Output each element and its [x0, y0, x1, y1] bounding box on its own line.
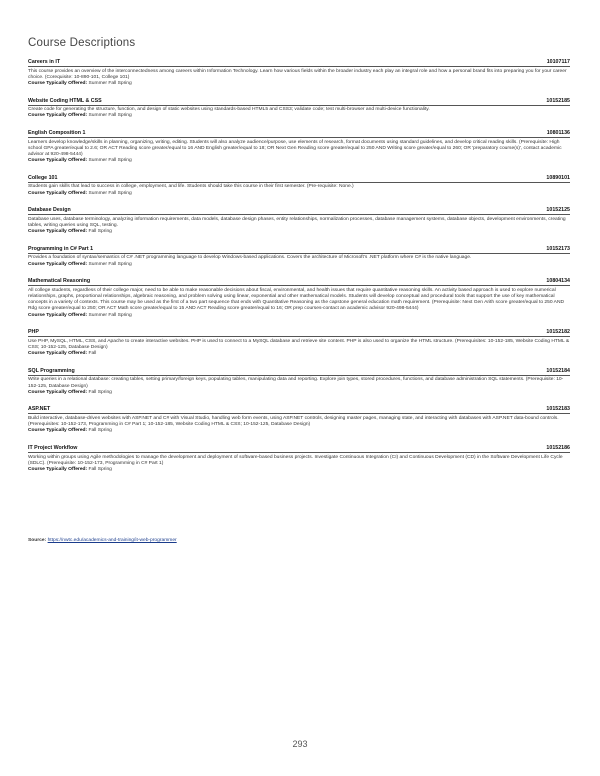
page-title: Course Descriptions [28, 37, 136, 49]
course-header [28, 368, 570, 376]
course-header [28, 278, 570, 286]
course-code: 10152186 [546, 445, 570, 452]
course-code: 10152182 [546, 329, 570, 336]
course-code: 10152125 [546, 207, 570, 214]
offered-terms: Summer Fall Spring [88, 190, 132, 196]
course-code: 10804134 [546, 278, 570, 285]
course-code: 10152185 [546, 97, 570, 104]
course-offered [28, 191, 570, 197]
course-header [28, 207, 570, 215]
course-name: ASP.NET [28, 406, 51, 413]
course-description: All college students, regardless of their college major, need to be able to make reasonable decisions about fiscal, environmental, and health issues that require quantitative reasoning skills. An activity based approach is used to explore numerical relationships, graphs, proportional relationships, algebraic reasoning, and problem solving using linear, exponential and other mathematical models. Students will develop conceptual and procedural tools that support the use of key mathematical concepts in a variety of contexts. This course may be used as the first of a two part sequence that ends with Quantitative Reasoning as the capstone general education math requirement. (Prerequisite: Next Gen Arith score greater/equal to 250 AND Rdg score greater/equal to 250; OR ACT Math score greater/equal to 15 AND ACT Reading score greater/equal to 16; OR prep courses-contact an academic advisor 920-498-5444) [28, 287, 565, 312]
offered-terms: Summer Fall Spring [88, 312, 132, 318]
offered-label: Course Typically Offered: [28, 389, 88, 395]
course-header [28, 130, 570, 138]
offered-label: Course Typically Offered: [28, 428, 88, 434]
offered-label: Course Typically Offered: [28, 80, 88, 86]
course-offered [28, 351, 570, 357]
course-description: Database uses, database terminology, analyzing information requirements, data models, database design phases, entity relationships, normalization processes, database management systems, database objects, development environments, creating tables, writing queries using SQL, testing. [28, 216, 566, 228]
course-code: 10152184 [546, 367, 570, 374]
course-list [28, 59, 570, 484]
course-entry [28, 130, 570, 164]
course-entry [28, 175, 570, 197]
course-name: IT Project Workflow [28, 445, 78, 452]
offered-label: Course Typically Offered: [28, 190, 88, 196]
offered-label: Course Typically Offered: [28, 229, 88, 235]
source-line [28, 538, 177, 543]
offered-label: Course Typically Offered: [28, 158, 88, 164]
course-entry [28, 406, 570, 434]
course-entry [28, 329, 570, 357]
course-description: This course provides an overview of the interconnectedness among careers within Information Technology. Learn how various fields within the broader industry each play an integral role and how a personal brand fits into preparing you for your career choice. (Corequisite: 10-890-101, College 101) [28, 68, 567, 80]
course-name: Careers in IT [28, 59, 61, 65]
course-header [28, 329, 570, 337]
offered-label: Course Typically Offered: [28, 351, 88, 357]
course-code: 10152183 [546, 406, 570, 413]
course-header [28, 98, 570, 106]
course-entry [28, 445, 570, 473]
course-name: Mathematical Reasoning [28, 278, 91, 285]
course-description: Learners develop knowledge/skills in planning, organizing, writing, editing. Students will also analyze audience/purpose, use elements of research, format documents using standard guidelines, and develop critical reading skills. (Prerequisite: High school GPA greater/equal to 2.6; OR ACT Reading score greater/equal to 16 AND English greater/equal to 18; OR Next Gen Reading score greater/equal to 250 AND Writing score greater/equal to 260; OR 'preparatory course(s)', contact academic advisor at 920-498-5444) [28, 139, 562, 157]
course-header [28, 246, 570, 254]
course-code: 10890101 [546, 174, 570, 181]
offered-terms: Summer Fall Spring [88, 80, 132, 86]
course-offered [28, 428, 570, 434]
course-code: 10107117 [546, 59, 570, 65]
course-entry [28, 368, 570, 396]
course-header [28, 175, 570, 183]
course-header [28, 59, 570, 67]
course-description: Provides a foundation of syntax/semantics of C# .NET programming language to develop Windows-based applications. Covers the architecture of Microsoft's .NET platform where C# is the native language. [28, 255, 472, 261]
course-description: Working within groups using Agile methodologies to manage the development and deployment of software-based business projects. Investigate Continuous Integration (CI) and Continuous Development (CD) in the Software Development Life Cycle (SDLC). (Prerequisite: 10-152-173, Programming in C# Part 1) [28, 454, 563, 466]
course-entry [28, 278, 570, 319]
course-offered [28, 229, 570, 235]
course-description: Use PHP, MySQL, HTML, CSS, and Apache to create interactive websites. PHP is used to connect to a MySQL database and retrieve site content. PHP is also used to organize the HTML structure. (Prerequisites: 10-152-185, Website Coding HTML & CSS; 10-152-125, Database Design) [28, 338, 570, 350]
course-offered [28, 390, 570, 396]
course-offered [28, 158, 570, 164]
course-offered [28, 81, 570, 87]
course-name: English Composition 1 [28, 130, 86, 137]
offered-label: Course Typically Offered: [28, 312, 88, 318]
course-entry [28, 98, 570, 120]
offered-label: Course Typically Offered: [28, 467, 88, 472]
course-entry [28, 59, 570, 87]
offered-terms: Summer Fall Spring [88, 158, 132, 164]
course-entry [28, 246, 570, 268]
course-offered [28, 467, 570, 473]
offered-terms: Fall [88, 351, 97, 357]
source-link[interactable]: https://nwtc.edu/academics-and-training/it-web-programmer [47, 538, 177, 543]
course-offered [28, 262, 570, 268]
course-name: PHP [28, 329, 39, 336]
course-header [28, 406, 570, 414]
course-name: College 101 [28, 174, 58, 181]
page-number: 293 [292, 739, 308, 749]
course-name: Programming in C# Part 1 [28, 245, 94, 252]
offered-label: Course Typically Offered: [28, 261, 88, 267]
offered-terms: Fall Spring [88, 428, 112, 434]
course-name: Website Coding HTML & CSS [28, 97, 102, 104]
course-header [28, 445, 570, 453]
course-description: Students gain skills that lead to success in college, employment, and life. Students should take this course in their first semester. (Pre-requisite: None.) [28, 184, 354, 190]
course-description: Write queries in a relational database: creating tables, setting primary/foreign keys, populating tables, manipulating data and reporting. Explore join types, stored procedures, functions, and database administration SQL statements. (Prerequisite: 10-152-125, Database Design) [28, 377, 564, 389]
course-description: Create code for generating the structure, function, and design of static websites using standards-based HTML5 and CSS3; validate code; test multi-browser and multi-device functionality. [28, 107, 430, 113]
course-entry [28, 207, 570, 235]
offered-terms: Summer Fall Spring [88, 261, 132, 267]
course-description: Build interactive, database-driven websites with ASP.NET and C# with Visual Studio, handling web form events, using ASP.NET controls, designing master pages, managing state, and interacting with databases with ASP.NET data-bound controls. (Prerequisites: 10-152-173, Programming in C# Part 1; 10-152-185, Website Coding HTML & CSS; 10-152-125, Database Design) [28, 415, 559, 428]
course-code: 10801136 [546, 130, 570, 137]
course-offered [28, 113, 570, 119]
offered-terms: Fall Spring [88, 467, 112, 472]
offered-terms: Fall Spring [88, 229, 112, 235]
course-name: SQL Programming [28, 367, 75, 374]
source-label: Source: [28, 538, 47, 543]
course-offered [28, 313, 570, 319]
offered-terms: Fall Spring [88, 389, 112, 395]
offered-terms: Summer Fall Spring [88, 113, 132, 119]
course-name: Database Design [28, 207, 71, 214]
course-code: 10152173 [546, 245, 570, 252]
offered-label: Course Typically Offered: [28, 113, 88, 119]
